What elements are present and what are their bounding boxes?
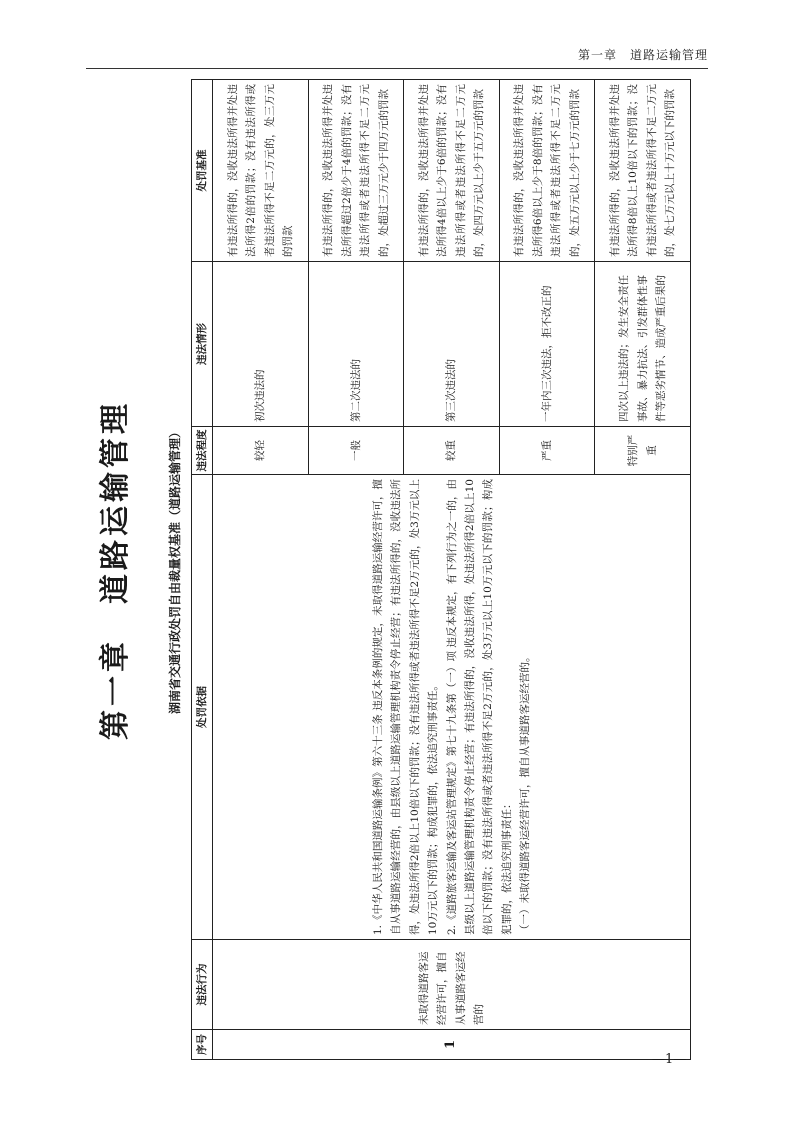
situation-cell: 一年内三次违法，拒不改正的 bbox=[499, 262, 595, 427]
col-header-situation: 违法情形 bbox=[192, 262, 213, 427]
degree-cell: 特别严重 bbox=[595, 427, 691, 475]
degree-cell: 一般 bbox=[308, 427, 404, 475]
col-header-act: 违法行为 bbox=[192, 940, 213, 1030]
situation-cell: 初次违法的 bbox=[213, 262, 309, 427]
basis-paragraph-1: 1.《中华人民共和国道路运输条例》第六十三条 违反本条例的规定，未取得道路运输经营许可，擅自从事道路运输经营的，由县级以上道路运输管理机构责令停止经营；有违法所得的，没收违法所得，处违法所得2倍以上10倍以下的罚款；没有违法所得或者违法所得不足2万元的，处3万元以上10万元以下的罚款；构成犯罪的，依法追究刑事责任。 bbox=[372, 479, 440, 935]
degree-cell: 严重 bbox=[499, 427, 595, 475]
basis-paragraph-3: （一）未取得道路客运经营许可，擅自从事道路客运经营的。 bbox=[519, 651, 531, 935]
basis-paragraph-2: 2.《道路旅客运输及客运站管理规定》第七十九条第（一）项 违反本规定，有下列行为之一的，由县级以上道路运输管理机构责令停止经营；有违法所得的，没收违法所得，处违法所得2倍以上10倍以下的罚款；没有违法所得或者违法所得不足2万元的，处3万元以上10万元以下的罚款；构成犯罪的，依法追究刑事责任： bbox=[445, 479, 513, 935]
standard-cell: 有违法所得的，没收违法所得并处违法所得8倍以上10倍以下的罚款；没有违法所得或者违法所得不足二万元的，处七万元以上十万元以下的罚款 bbox=[595, 80, 691, 262]
violation-act: 未取得道路客运经营许可，擅自从事道路客运经营的 bbox=[213, 940, 691, 1030]
standard-cell: 有违法所得的，没收违法所得并处违法所得超过2倍少于4倍的罚款；没有违法所得或者违法所得不足二万元的，处超过三万元少于四万元的罚款 bbox=[308, 80, 404, 262]
header-rule bbox=[86, 68, 708, 69]
degree-cell: 较重 bbox=[404, 427, 500, 475]
standard-cell: 有违法所得的，没收违法所得并处违法所得6倍以上少于8倍的罚款；没有违法所得或者违法所得不足二万元的，处五万元以上少于七万元的罚款 bbox=[499, 80, 595, 262]
table-row bbox=[213, 80, 309, 1060]
situation-cell: 四次以上违法的；发生安全责任事故、暴力抗法、引发群体性事件等恶劣情节、造成严重后果的 bbox=[595, 262, 691, 427]
rotated-page-content bbox=[86, 80, 726, 1060]
chapter-title: 第一章 道路运输管理 bbox=[98, 400, 133, 740]
col-header-degree: 违法程度 bbox=[192, 427, 213, 475]
row-seq: 1 bbox=[213, 1030, 691, 1060]
penalty-standard-table bbox=[191, 79, 691, 1060]
penalty-basis bbox=[213, 475, 691, 940]
table-caption: 湖南省交通行政处罚自由裁量权基准（道路运输管理） bbox=[168, 426, 182, 715]
standard-cell: 有违法所得的，没收违法所得并处违法所得4倍以上少于6倍的罚款；没有违法所得或者违法所得不足二万元的，处四万元以上少于五万元的罚款 bbox=[404, 80, 500, 262]
running-header: 第一章 道路运输管理 bbox=[577, 48, 708, 62]
situation-cell: 第三次违法的 bbox=[404, 262, 500, 427]
situation-cell: 第二次违法的 bbox=[308, 262, 404, 427]
col-header-basis: 处罚依据 bbox=[192, 475, 213, 940]
degree-cell: 较轻 bbox=[213, 427, 309, 475]
table-header-row bbox=[192, 80, 213, 1060]
col-header-seq: 序号 bbox=[192, 1030, 213, 1060]
standard-cell: 有违法所得的，没收违法所得并处违法所得2倍的罚款；没有违法所得或者违法所得不足二万元的，处三万元的罚款 bbox=[213, 80, 309, 262]
col-header-standard: 处罚基准 bbox=[192, 80, 213, 262]
page-number: —1— bbox=[652, 1052, 687, 1067]
